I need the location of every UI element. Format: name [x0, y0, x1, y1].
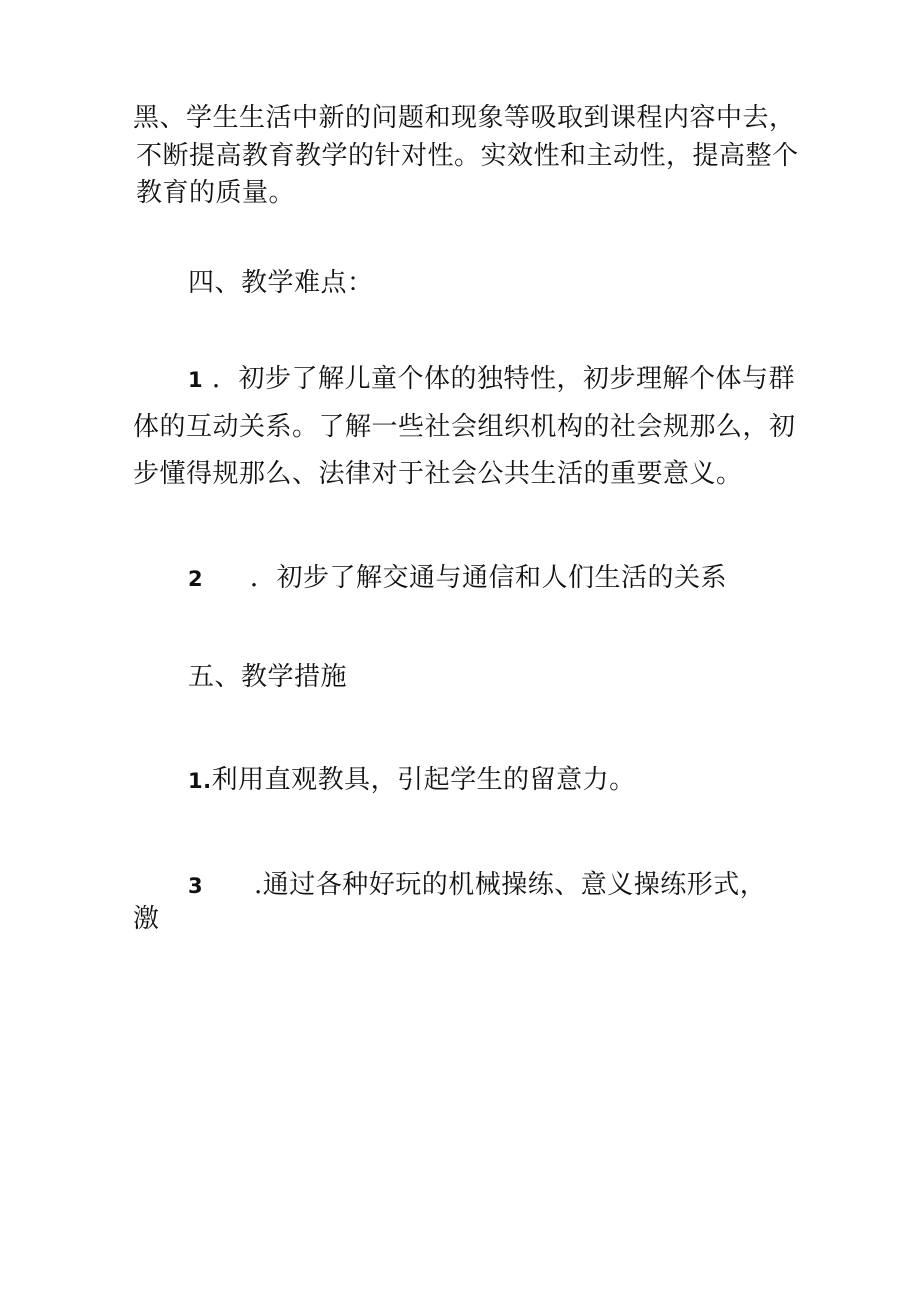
list-item-line — [188, 767, 636, 793]
list-item-line — [188, 565, 727, 591]
list-item-number: 2 — [188, 567, 204, 591]
list-item-number: 1 — [188, 368, 204, 392]
paragraph-line: 不断提高教育教学的针对性。实效性和主动性，提高整个 — [136, 141, 799, 171]
list-item-line — [188, 366, 795, 392]
paragraph-line: 教育的质量。 — [136, 178, 296, 208]
list-item-text: 利用直观教具，引起学生的留意力。 — [211, 765, 636, 795]
section-heading: 五、教学措施 — [188, 662, 348, 692]
paragraph-line: 激 — [133, 904, 160, 934]
list-item-text: .通过各种好玩的机械操练、意义操练形式， — [254, 870, 767, 900]
list-item-number: 1. — [188, 769, 212, 793]
list-item-text: ．初步了解交通与通信和人们生活的关系 — [250, 563, 728, 593]
list-item-number: 3 — [188, 874, 204, 898]
section-heading: 四、教学难点： — [188, 268, 374, 298]
paragraph-line: 体的互动关系。了解一些社会组织机构的社会规那么，初 — [133, 412, 796, 442]
paragraph-line: 黑、学生生活中新的问题和现象等吸取到课程内容中去， — [133, 103, 796, 133]
paragraph-line: 步懂得规那么、法律对于社会公共生活的重要意义。 — [133, 459, 743, 489]
list-item-text: ．初步了解儿童个体的独特性，初步理解个体与群 — [212, 364, 796, 394]
list-item-line — [188, 872, 766, 898]
